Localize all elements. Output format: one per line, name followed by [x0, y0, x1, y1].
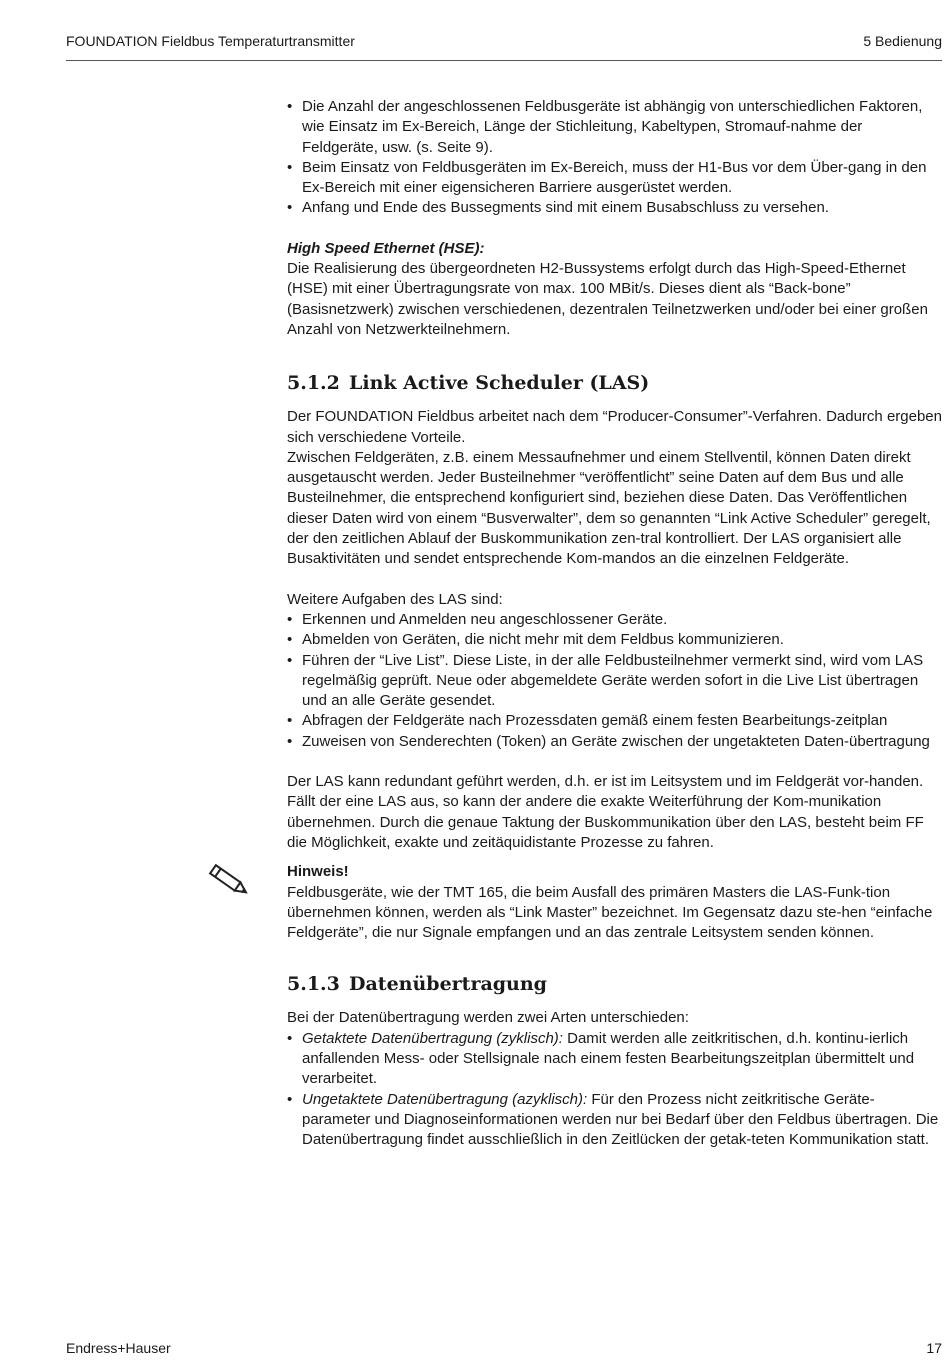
tasks-intro: Weitere Aufgaben des LAS sind:: [287, 590, 503, 608]
note-title: Hinweis!: [287, 863, 349, 881]
list-item: [287, 1090, 942, 1151]
paragraph: Zwischen Feldgeräten, z.B. einem Messaufnehmer und einem Stellventil, können Daten direkt ausgetauscht werden. Jeder Busteilnehmer “veröffentlicht” seine Daten auf dem Bus und alle Busteilnehmer, die entsprechend konfiguriert sind, beziehen diese Daten. Das Veröffentlichen dieser Daten wird von einem “Busverwalter”, dem so genannten “Link Active Scheduler” geregelt, der den zeitlichen Ablauf der Buskommunikation zen-tral kontrolliert. Der LAS organisiert alle Busaktivitäten und sendet entsprechende Kom-mandos an die einzelnen Feldgeräte.: [287, 448, 931, 568]
chapter-label: 5 Bedienung: [863, 33, 942, 49]
list-item: • Die Anzahl der angeschlossenen Feldbusgeräte ist abhängig von unterschiedlichen Faktoren, wie Einsatz im Ex-Bereich, Länge der Stichleitung, Kabeltypen, Stromauf-nahme der Feldgeräte, usw. (s. Seite 9).: [287, 97, 942, 158]
section-title: Link Active Scheduler (LAS): [349, 372, 650, 395]
section-title: Datenübertragung: [349, 973, 547, 996]
paragraph: Der FOUNDATION Fieldbus arbeitet nach dem “Producer-Consumer”-Verfahren. Dadurch ergeben sich verschiedene Vorteile.: [287, 408, 942, 446]
pencil-icon: [203, 861, 253, 901]
paragraph: Der LAS kann redundant geführt werden, d.h. er ist im Leitsystem und im Feldgerät vor-handen. Fällt der eine LAS aus, so kann der andere die exakte Weiterführung der Kom-munikation übernehmen. Durch die genaue Taktung der Buskommunikation über den LAS, besteht beim FF die Möglichkeit, exakte und zeitäquidistante Prozesse zu fahren.: [287, 773, 924, 851]
list-item: • Zuweisen von Senderechten (Token) an Geräte zwischen der ungetakteten Daten-übertragung: [287, 732, 942, 752]
note-text: Feldbusgeräte, wie der TMT 165, die beim Ausfall des primären Masters die LAS-Funk-tion übernehmen können, werden als “Link Master” bezeichnet. Im Gegensatz dazu ste-hen “einfache Feldgeräte”, die nur Signale empfangen und an das zentrale Leitsystem senden können.: [287, 883, 933, 942]
las-tasks-list: [287, 610, 942, 752]
page-header: [66, 30, 942, 61]
list-item: • Abmelden von Geräten, die nicht mehr mit dem Feldbus kommunizieren.: [287, 630, 942, 650]
list-item: • Abfragen der Feldgeräte nach Prozessdaten gemäß einem festen Bearbeitungs-zeitplan: [287, 711, 942, 731]
list-item: [287, 1029, 942, 1090]
note-box: [287, 862, 942, 943]
paragraph: Bei der Datenübertragung werden zwei Arten unterschieden:: [287, 1009, 689, 1027]
section-heading-512: [287, 370, 942, 396]
hse-paragraph: Die Realisierung des übergeordneten H2-Bussystems erfolgt durch das High-Speed-Ethernet (HSE) mit einer Übertragungsrate von max. 100 MBit/s. Dieses dient als “Back-bone” (Basisnetzwerk) zwischen verschiedenen, dezentralen Teilnetzwerken und/oder bei einer großen Anzahl von Netzwerkteilnehmern.: [287, 260, 928, 338]
list-item: • Erkennen und Anmelden neu angeschlossener Geräte.: [287, 610, 942, 630]
transfer-types-list: [287, 1029, 942, 1151]
term-description: Für den Prozess nicht zeitkritische Geräte-parameter und Diagnoseinformationen werden nur bei Bedarf über den Feldbus übertragen. Die Datenübertragung findet ausschließlich in den Zeitlücken der getak-teten Kommunikation statt.: [302, 1090, 939, 1149]
list-item: • Beim Einsatz von Feldbusgeräten im Ex-Bereich, muss der H1-Bus vor dem Über-gang in den Ex-Bereich mit einer eigensicheren Barriere ausgerüstet werden.: [287, 158, 942, 199]
hse-heading: High Speed Ethernet (HSE):: [287, 239, 485, 257]
list-item: • Anfang und Ende des Bussegments sind mit einem Busabschluss zu versehen.: [287, 198, 942, 218]
page-number: 17: [926, 1340, 942, 1356]
document-title: FOUNDATION Fieldbus Temperaturtransmitter: [66, 33, 355, 49]
intro-bullet-list: [287, 97, 942, 219]
section-number: 5.1.3: [287, 973, 340, 996]
term: Getaktete Datenübertragung (zyklisch):: [302, 1029, 563, 1047]
section-heading-513: [287, 971, 942, 997]
term-description: Damit werden alle zeitkritischen, d.h. kontinu-ierlich anfallenden Mess- oder Stellsignale nach einem festen Bearbeitungszeitplan übermittelt und verarbeitet.: [302, 1029, 915, 1088]
brand-logo: Endress+Hauser: [66, 1340, 171, 1356]
list-item: • Führen der “Live List”. Diese Liste, in der alle Feldbusteilnehmer vermerkt sind, wird vom LAS regelmäßig geprüft. Neue oder abgemeldete Geräte werden sofort in die Live List übertragen und an alle Geräte gesendet.: [287, 651, 942, 712]
section-number: 5.1.2: [287, 372, 340, 395]
term: Ungetaktete Datenübertragung (azyklisch):: [302, 1090, 588, 1108]
main-content: [287, 97, 942, 1150]
